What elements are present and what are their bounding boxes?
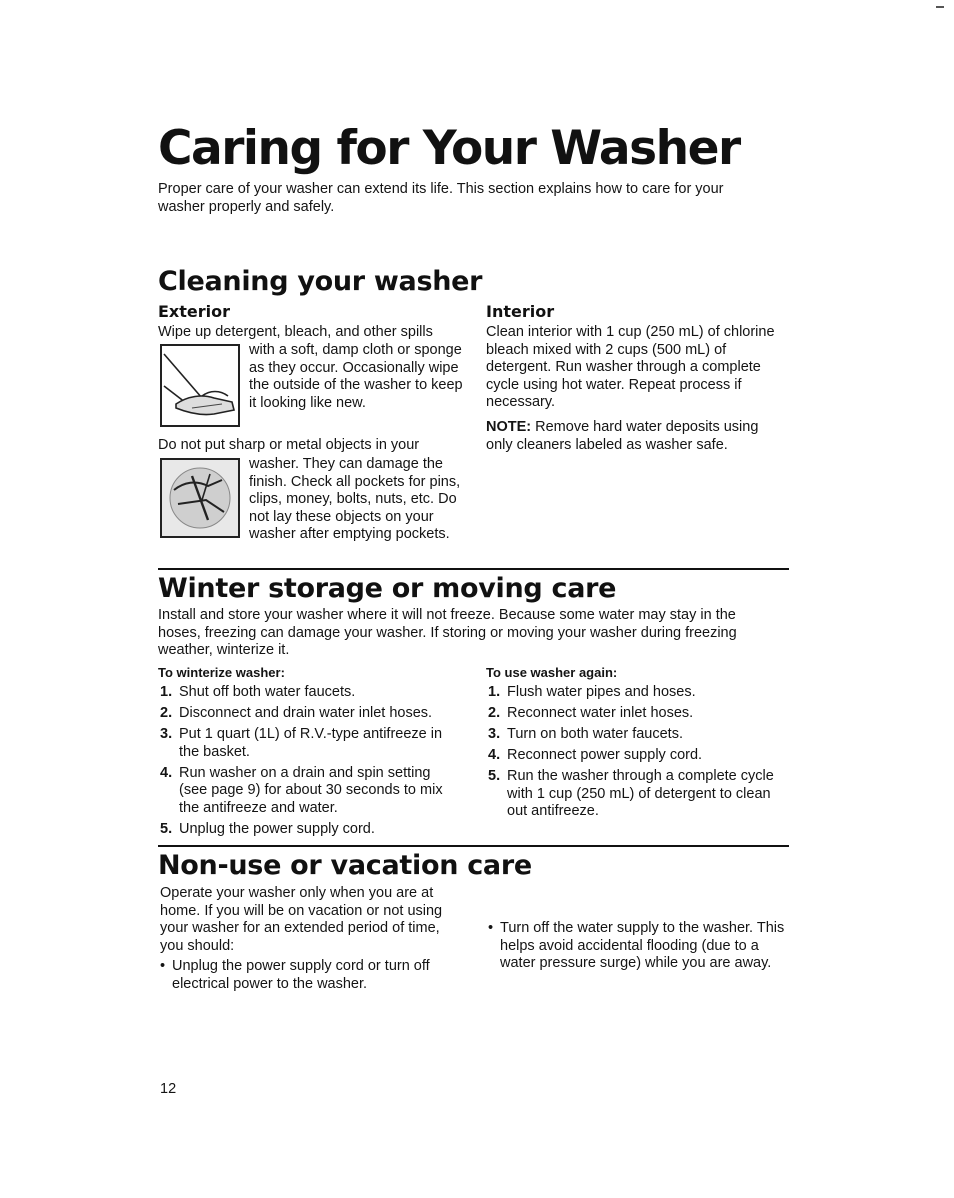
- vacation-intro: Operate your washer only when you are at home. If you will be on vacation or not using your washer for an extended period of time, you should:: [160, 885, 443, 954]
- exterior-text-lead-2: Do not put sharp or metal objects in your: [158, 437, 420, 453]
- interior-note: [486, 419, 786, 454]
- exterior-text-wrap-2: washer. They can damage the finish. Check all pockets for pins, clips, money, bolts, nuts, etc. Do not lay these objects on your washer after emptying pockets.: [249, 456, 461, 543]
- exterior-text-lead-1: Wipe up detergent, bleach, and other spills: [158, 324, 433, 340]
- list-item: 3. Turn on both water faucets.: [488, 725, 683, 742]
- winter-intro: Install and store your washer where it will not freeze. Because some water may stay in the hoses, freezing can damage your washer. If storing or moving your washer during freezing weather, winterize it.: [158, 607, 737, 659]
- scan-mark: [936, 6, 944, 8]
- list-item: 4. Reconnect power supply cord.: [488, 746, 703, 763]
- list-item: 5. Unplug the power supply cord.: [160, 820, 375, 837]
- section-rule-winter: [158, 568, 789, 570]
- list-item: 2. Reconnect water inlet hoses.: [488, 704, 694, 721]
- subheading-exterior: Exterior: [158, 302, 231, 321]
- vacation-bullet-1: • Unplug the power supply cord or turn off electrical power to the washer.: [160, 958, 430, 992]
- use-again-steps: [488, 684, 788, 824]
- interior-text: Clean interior with 1 cup (250 mL) of chlorine bleach mixed with 2 cups (500 mL) of detergent. Run washer through a complete cycle using hot water. Repeat process if necessary.: [486, 324, 775, 411]
- wiping-cloth-icon: [160, 344, 240, 427]
- page-number: 12: [160, 1081, 177, 1097]
- no-sharp-objects-icon: [160, 458, 240, 538]
- use-again-heading: To use washer again:: [486, 665, 618, 680]
- section-rule-vacation: [158, 845, 789, 847]
- vacation-bullet-2: • Turn off the water supply to the washer. This helps avoid accidental flooding (due to a water pressure surge) while you are away.: [488, 920, 785, 972]
- list-item: 4. Run washer on a drain and spin setting (see page 9) for about 30 seconds to mix the antifreeze and water.: [160, 764, 443, 816]
- winterize-steps: [160, 684, 462, 842]
- section-heading-winter: Winter storage or moving care: [158, 573, 617, 604]
- exterior-text-wrap-1: with a soft, damp cloth or sponge as they occur. Occasionally wipe the outside of the washer to keep it looking like new.: [249, 342, 463, 411]
- section-heading-vacation: Non-use or vacation care: [158, 850, 532, 881]
- list-item: 2. Disconnect and drain water inlet hoses.: [160, 704, 433, 721]
- section-heading-cleaning: Cleaning your washer: [158, 266, 483, 297]
- bullet-marker: •: [160, 958, 166, 974]
- list-item: 1. Flush water pipes and hoses.: [488, 684, 696, 700]
- bullet-marker: •: [488, 920, 494, 937]
- note-text: Remove hard water deposits using only cleaners labeled as washer safe.: [486, 419, 759, 453]
- subheading-interior: Interior: [486, 302, 555, 321]
- list-item: 3. Put 1 quart (1L) of R.V.-type antifreeze in the basket.: [160, 725, 443, 760]
- page-intro: Proper care of your washer can extend its life. This section explains how to care for your washer properly and safely.: [158, 181, 724, 215]
- winterize-heading: To winterize washer:: [158, 665, 285, 680]
- page-title: Caring for Your Washer: [158, 121, 740, 176]
- note-label: NOTE:: [486, 419, 532, 435]
- list-item: 1. Shut off both water faucets.: [160, 684, 356, 700]
- list-item: 5. Run the washer through a complete cycle with 1 cup (250 mL) of detergent to clean out antifreeze.: [488, 767, 774, 820]
